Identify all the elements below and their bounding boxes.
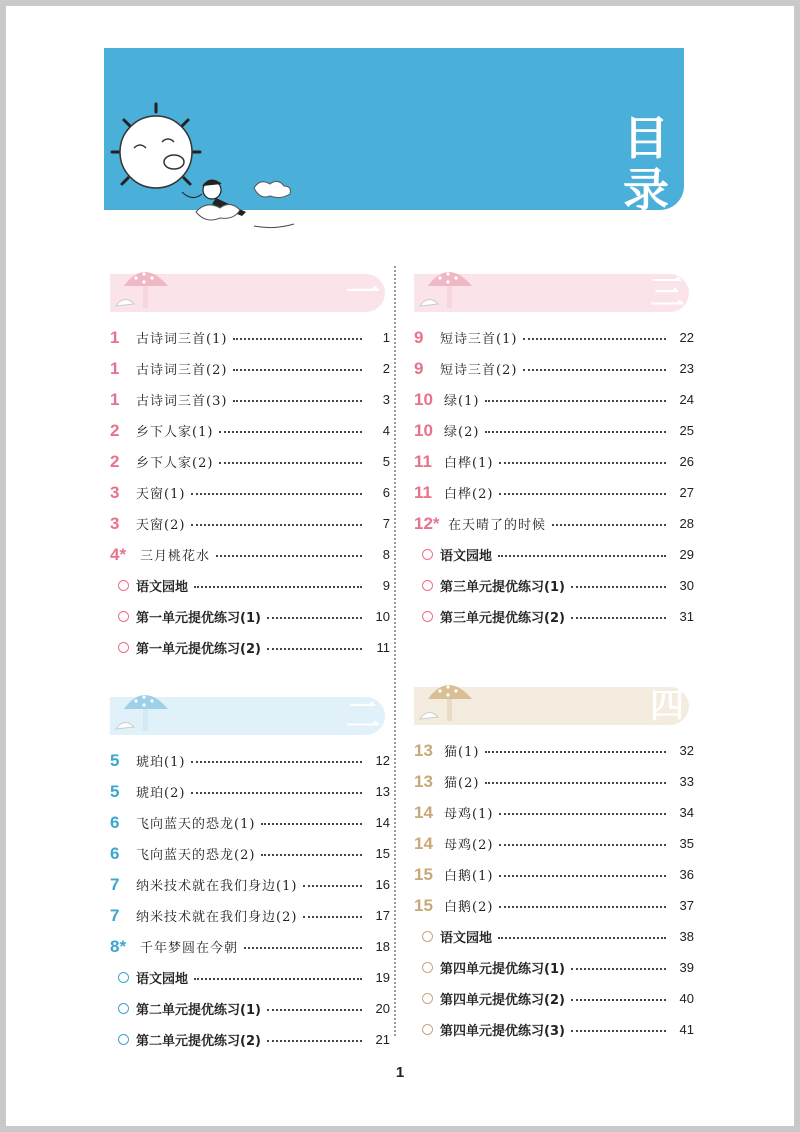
entry-title: 乡下人家(1) (136, 425, 214, 440)
lesson-number: 5 (110, 781, 120, 801)
toc-entry[interactable] (414, 952, 694, 983)
circle-bullet-icon (414, 580, 440, 591)
lesson-number: 6 (110, 812, 120, 832)
dot-leader (499, 875, 666, 877)
entry-page-number: 33 (679, 774, 694, 789)
entry-page-number: 34 (679, 805, 694, 820)
lesson-number: 3 (110, 482, 120, 502)
circle-bullet-icon (110, 580, 136, 591)
lesson-number: 1 (110, 327, 120, 347)
lesson-number: 9 (414, 327, 424, 347)
toc-entry[interactable] (414, 322, 694, 353)
toc-entry[interactable] (110, 807, 390, 838)
entry-title: 绿(1) (444, 394, 480, 409)
column-left (110, 262, 390, 1055)
entry-page-number: 40 (679, 991, 694, 1006)
entry-title: 第二单元提优练习(2) (136, 1034, 261, 1049)
dot-leader (267, 648, 362, 650)
dot-leader (303, 916, 362, 918)
dot-leader (267, 1009, 362, 1011)
entry-page-number: 2 (382, 361, 390, 376)
entry-page-number: 22 (679, 330, 694, 345)
lesson-number: 13 (414, 771, 433, 791)
toc-entry[interactable] (414, 477, 694, 508)
dot-leader (523, 369, 666, 371)
dot-leader (499, 493, 666, 495)
toc-entry[interactable] (414, 539, 694, 570)
entry-page-number: 6 (382, 485, 390, 500)
dot-leader (485, 431, 666, 433)
entry-title: 第四单元提优练习(1) (440, 962, 565, 977)
dot-leader (191, 792, 362, 794)
lesson-number: 8* (110, 936, 127, 956)
circle-bullet-icon (414, 1024, 440, 1035)
dot-leader (571, 617, 666, 619)
toc-list-unit-3 (414, 322, 694, 632)
entry-title: 古诗词三首(1) (136, 332, 228, 347)
toc-entry[interactable] (414, 384, 694, 415)
lesson-number: 15 (414, 895, 433, 915)
lesson-number: 7 (110, 905, 120, 925)
lesson-number: 11 (414, 451, 432, 471)
dot-leader (194, 978, 362, 980)
dot-leader (267, 617, 362, 619)
toc-entry[interactable] (110, 900, 390, 931)
toc-entry[interactable] (414, 415, 694, 446)
entry-page-number: 26 (679, 454, 694, 469)
toc-entry[interactable] (414, 828, 694, 859)
entry-page-number: 17 (375, 908, 390, 923)
dot-leader (194, 586, 362, 588)
entry-page-number: 28 (679, 516, 694, 531)
toc-entry[interactable] (110, 353, 390, 384)
entry-title: 猫(1) (444, 745, 480, 760)
dot-leader (233, 338, 362, 340)
dot-leader (552, 524, 666, 526)
dot-leader (267, 1040, 362, 1042)
entry-page-number: 4 (382, 423, 390, 438)
entry-title: 母鸡(2) (444, 838, 494, 853)
lesson-number: 1 (110, 389, 120, 409)
dot-leader (191, 524, 362, 526)
dot-leader (571, 586, 666, 588)
entry-title: 白鹅(1) (444, 869, 494, 884)
lesson-number: 2 (110, 451, 120, 471)
lesson-number: 1 (110, 358, 120, 378)
toc-entry[interactable] (414, 601, 694, 632)
mushroom-icon (418, 262, 478, 312)
entry-page-number: 3 (382, 392, 390, 407)
toc-entry[interactable] (414, 735, 694, 766)
page-title: 目录 (623, 111, 669, 217)
toc-entry[interactable] (414, 766, 694, 797)
entry-page-number: 12 (375, 753, 390, 768)
unit-header-4 (414, 675, 694, 726)
entry-title: 绿(2) (444, 425, 480, 440)
unit-header-2 (110, 685, 390, 736)
dot-leader (303, 885, 362, 887)
entry-title: 第四单元提优练习(3) (440, 1024, 565, 1039)
lesson-number: 11 (414, 482, 432, 502)
lesson-number: 10 (414, 420, 433, 440)
dot-leader (571, 1030, 666, 1032)
circle-bullet-icon (414, 962, 440, 973)
toc-entry[interactable] (110, 570, 390, 601)
toc-entry[interactable] (414, 983, 694, 1014)
entry-page-number: 39 (679, 960, 694, 975)
entry-title: 语文园地 (136, 972, 189, 987)
entry-title: 第一单元提优练习(2) (136, 642, 261, 657)
dot-leader (499, 844, 666, 846)
entry-page-number: 30 (679, 578, 694, 593)
dot-leader (485, 751, 666, 753)
dot-leader (191, 761, 362, 763)
entry-title: 猫(2) (444, 776, 480, 791)
unit-number: 三 (650, 273, 684, 313)
circle-bullet-icon (110, 1034, 136, 1045)
toc-entry[interactable] (110, 446, 390, 477)
toc-entry[interactable] (110, 1024, 390, 1055)
lesson-number: 7 (110, 874, 120, 894)
dot-leader (219, 431, 362, 433)
toc-entry[interactable] (414, 890, 694, 921)
entry-title: 短诗三首(1) (440, 332, 518, 347)
dot-leader (485, 400, 666, 402)
entry-title: 语文园地 (440, 931, 493, 946)
dot-leader (233, 400, 362, 402)
toc-entry[interactable] (110, 322, 390, 353)
circle-bullet-icon (414, 993, 440, 1004)
toc-entry[interactable] (110, 508, 390, 539)
entry-title: 语文园地 (136, 580, 189, 595)
entry-page-number: 15 (375, 846, 390, 861)
circle-bullet-icon (110, 642, 136, 653)
unit-number: 一 (346, 273, 380, 313)
dot-leader (499, 906, 666, 908)
toc-entry[interactable] (110, 776, 390, 807)
dot-leader (571, 999, 666, 1001)
toc-entry[interactable] (414, 508, 694, 539)
entry-page-number: 5 (382, 454, 390, 469)
entry-page-number: 11 (376, 640, 390, 655)
entry-page-number: 14 (375, 815, 390, 830)
circle-bullet-icon (414, 611, 440, 622)
unit-number: 四 (650, 686, 684, 726)
entry-title: 第一单元提优练习(1) (136, 611, 261, 626)
toc-entry[interactable] (110, 632, 390, 663)
dot-leader (219, 462, 362, 464)
toc-entry[interactable] (110, 477, 390, 508)
dot-leader (571, 968, 666, 970)
entry-page-number: 13 (375, 784, 390, 799)
toc-list-unit-4 (414, 735, 694, 1045)
dot-leader (244, 947, 362, 949)
lesson-number: 12* (414, 513, 440, 533)
sun-and-child-illustration (104, 100, 324, 240)
entry-page-number: 8 (382, 547, 390, 562)
dot-leader (261, 854, 362, 856)
entry-title: 飞向蓝天的恐龙(2) (136, 848, 256, 863)
column-divider (394, 266, 396, 1036)
lesson-number: 13 (414, 740, 433, 760)
entry-title: 母鸡(1) (444, 807, 494, 822)
toc-entry[interactable] (110, 745, 390, 776)
entry-page-number: 23 (679, 361, 694, 376)
toc-entry[interactable] (414, 797, 694, 828)
dot-leader (498, 937, 666, 939)
lesson-number: 14 (414, 802, 433, 822)
column-right (414, 262, 694, 1045)
dot-leader (191, 493, 362, 495)
entry-title: 乡下人家(2) (136, 456, 214, 471)
toc-list-unit-1 (110, 322, 390, 663)
entry-title: 纳米技术就在我们身边(2) (136, 910, 298, 925)
entry-title: 第三单元提优练习(2) (440, 611, 565, 626)
entry-title: 白桦(2) (444, 487, 494, 502)
toc-entry[interactable] (110, 539, 390, 570)
entry-title: 在天晴了的时候 (448, 518, 547, 533)
lesson-number: 6 (110, 843, 120, 863)
toc-entry[interactable] (414, 921, 694, 952)
lesson-number: 10 (414, 389, 433, 409)
dot-leader (485, 782, 666, 784)
toc-entry[interactable] (414, 446, 694, 477)
entry-title: 白鹅(2) (444, 900, 494, 915)
lesson-number: 2 (110, 420, 120, 440)
dot-leader (233, 369, 362, 371)
toc-entry[interactable] (110, 415, 390, 446)
entry-page-number: 18 (375, 939, 390, 954)
entry-title: 飞向蓝天的恐龙(1) (136, 817, 256, 832)
dot-leader (499, 462, 666, 464)
entry-page-number: 7 (382, 516, 390, 531)
entry-title: 古诗词三首(3) (136, 394, 228, 409)
entry-page-number: 10 (375, 609, 390, 624)
entry-page-number: 27 (679, 485, 694, 500)
unit-number: 二 (346, 696, 380, 736)
lesson-number: 4* (110, 544, 127, 564)
entry-page-number: 31 (679, 609, 694, 624)
circle-bullet-icon (414, 931, 440, 942)
entry-title: 琥珀(2) (136, 786, 186, 801)
entry-title: 第三单元提优练习(1) (440, 580, 565, 595)
toc-entry[interactable] (110, 869, 390, 900)
entry-page-number: 24 (679, 392, 694, 407)
entry-page-number: 16 (375, 877, 390, 892)
dot-leader (499, 813, 666, 815)
unit-header-1 (110, 262, 390, 313)
entry-title: 天窗(2) (136, 518, 186, 533)
toc-entry[interactable] (414, 1014, 694, 1045)
entry-page-number: 35 (679, 836, 694, 851)
mushroom-icon (114, 685, 174, 735)
toc-list-unit-2 (110, 745, 390, 1055)
entry-title: 第二单元提优练习(1) (136, 1003, 261, 1018)
circle-bullet-icon (110, 1003, 136, 1014)
entry-title: 短诗三首(2) (440, 363, 518, 378)
entry-page-number: 32 (679, 743, 694, 758)
entry-title: 纳米技术就在我们身边(1) (136, 879, 298, 894)
entry-page-number: 38 (679, 929, 694, 944)
dot-leader (261, 823, 362, 825)
mushroom-icon (114, 262, 174, 312)
circle-bullet-icon (110, 972, 136, 983)
entry-page-number: 21 (375, 1032, 390, 1047)
toc-entry[interactable] (110, 838, 390, 869)
entry-title: 天窗(1) (136, 487, 186, 502)
entry-title: 语文园地 (440, 549, 493, 564)
toc-entry[interactable] (110, 601, 390, 632)
toc-entry[interactable] (110, 384, 390, 415)
toc-entry[interactable] (414, 353, 694, 384)
entry-title: 白桦(1) (444, 456, 494, 471)
dot-leader (523, 338, 666, 340)
lesson-number: 3 (110, 513, 120, 533)
entry-page-number: 20 (375, 1001, 390, 1016)
toc-entry[interactable] (414, 859, 694, 890)
circle-bullet-icon (110, 611, 136, 622)
entry-title: 琥珀(1) (136, 755, 186, 770)
entry-title: 古诗词三首(2) (136, 363, 228, 378)
dot-leader (498, 555, 666, 557)
lesson-number: 14 (414, 833, 433, 853)
toc-entry[interactable] (414, 570, 694, 601)
entry-page-number: 1 (382, 330, 390, 345)
dot-leader (216, 555, 362, 557)
entry-title: 三月桃花水 (140, 549, 211, 564)
lesson-number: 5 (110, 750, 120, 770)
entry-page-number: 41 (679, 1022, 694, 1037)
lesson-number: 9 (414, 358, 424, 378)
unit-header-3 (414, 262, 694, 313)
entry-page-number: 25 (679, 423, 694, 438)
entry-page-number: 29 (679, 547, 694, 562)
page-number: 1 (395, 1064, 405, 1081)
entry-page-number: 19 (375, 970, 390, 985)
mushroom-icon (418, 675, 478, 725)
toc-entry[interactable] (110, 931, 390, 962)
toc-entry[interactable] (110, 993, 390, 1024)
entry-title: 第四单元提优练习(2) (440, 993, 565, 1008)
toc-entry[interactable] (110, 962, 390, 993)
entry-title: 千年梦圆在今朝 (140, 941, 239, 956)
entry-page-number: 9 (382, 578, 390, 593)
lesson-number: 15 (414, 864, 433, 884)
entry-page-number: 37 (679, 898, 694, 913)
entry-page-number: 36 (679, 867, 694, 882)
circle-bullet-icon (414, 549, 440, 560)
